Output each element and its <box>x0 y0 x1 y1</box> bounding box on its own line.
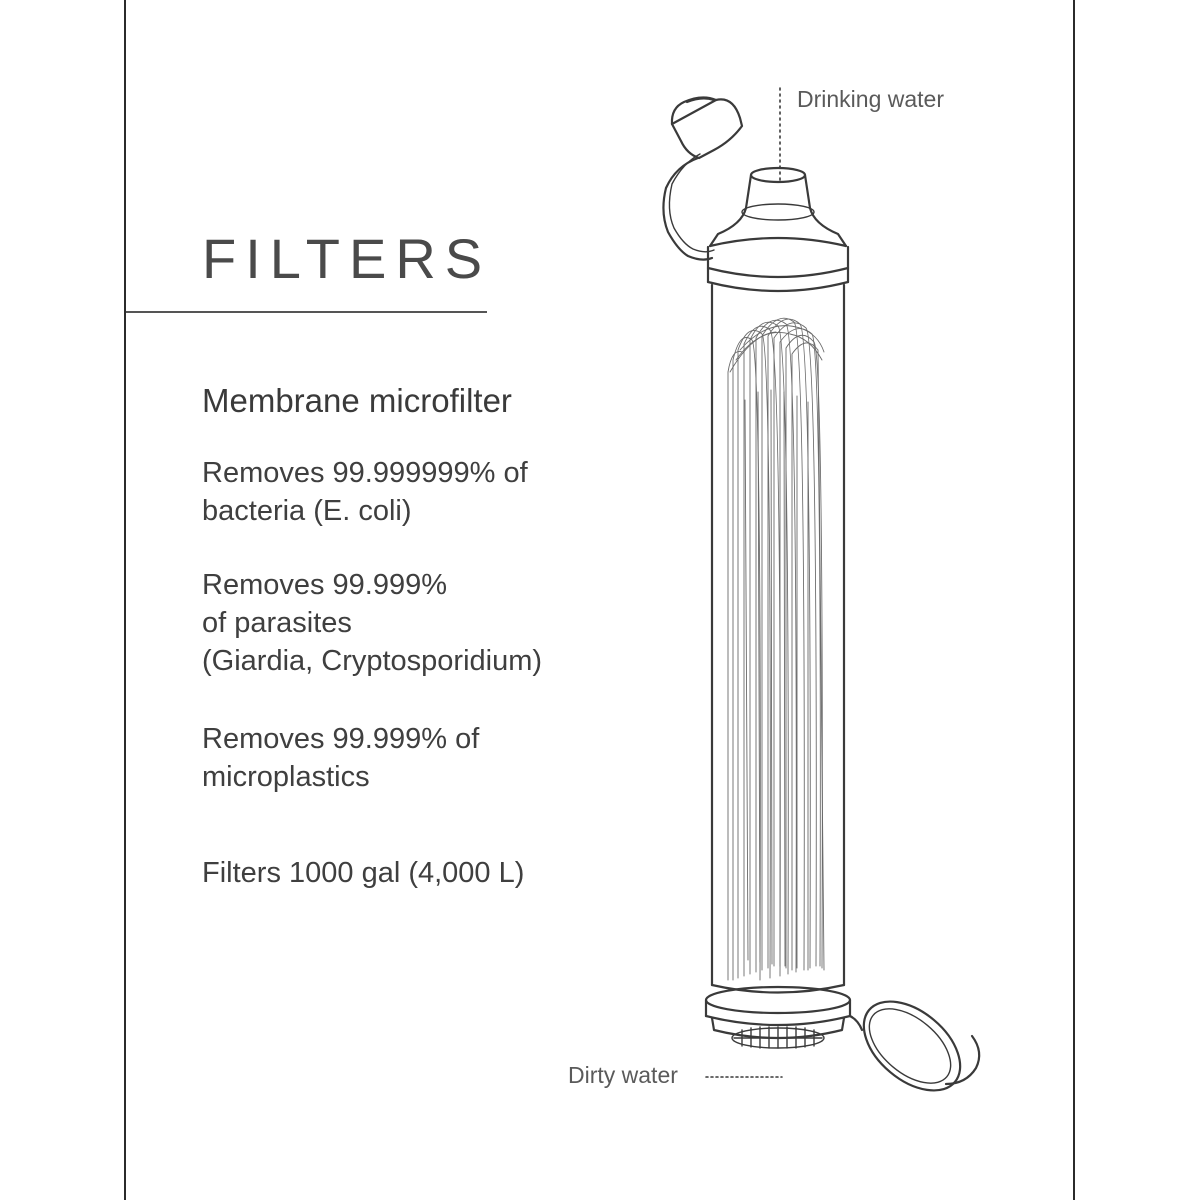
drinking-water-label: Drinking water <box>797 86 944 112</box>
spec-line: of parasites <box>202 607 352 639</box>
spec-line: Filters 1000 gal (4,000 L) <box>202 857 525 889</box>
cap-tether <box>663 158 712 260</box>
section-subtitle: Membrane microfilter <box>202 382 512 419</box>
spec-line: (Giardia, Cryptosporidium) <box>202 645 543 677</box>
upper-collar <box>708 238 848 291</box>
filter-body <box>712 285 844 993</box>
spec-line: Removes 99.999% <box>202 569 448 601</box>
page-title: FILTERS <box>202 227 492 290</box>
bottom-cap-icon <box>847 984 979 1108</box>
spec-line: microplastics <box>202 761 370 793</box>
top-cap-icon <box>672 97 742 158</box>
inlet-grid-icon <box>732 1027 824 1048</box>
spec-line: bacteria (E. coli) <box>202 495 412 527</box>
mouthpiece-icon <box>710 168 846 246</box>
spec-line: Removes 99.999% of <box>202 723 480 755</box>
spec-line: Removes 99.999999% of <box>202 457 528 489</box>
membrane-fibers <box>728 318 824 980</box>
dirty-water-label: Dirty water <box>568 1062 678 1088</box>
